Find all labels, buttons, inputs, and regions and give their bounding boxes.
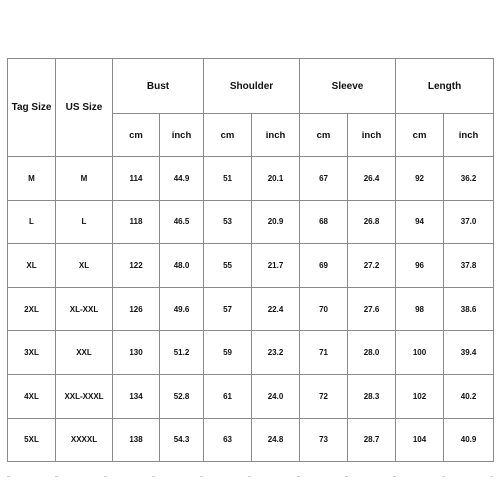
us-size-cell: XL (56, 244, 113, 288)
us-size-cell: XXL-XXXL (56, 374, 113, 418)
sleeve-inch-cell: 27.6 (348, 287, 396, 331)
sleeve-inch-cell: 27.2 (348, 244, 396, 288)
sleeve-cm-cell: 73 (300, 418, 348, 462)
tag-size-cell: 5XL (8, 418, 56, 462)
edge-mark (248, 476, 251, 477)
us-size-cell: XL-XXL (56, 287, 113, 331)
bust-inch-cell: 49.6 (160, 287, 204, 331)
bust-cm-cell: 118 (113, 200, 160, 244)
tag-size-cell: L (8, 200, 56, 244)
size-chart-table (7, 58, 494, 462)
sleeve-cm-cell: 69 (300, 244, 348, 288)
us-size-header: US Size (56, 59, 113, 157)
length-inch-header: inch (444, 114, 494, 157)
edge-mark (7, 476, 10, 477)
length-inch-cell: 38.6 (444, 287, 494, 331)
length-cm-cell: 98 (396, 287, 444, 331)
shoulder-inch-cell: 22.4 (252, 287, 300, 331)
sleeve-inch-cell: 28.7 (348, 418, 396, 462)
bust-cm-cell: 134 (113, 374, 160, 418)
table-row (8, 374, 494, 418)
sleeve-cm-cell: 67 (300, 157, 348, 201)
length-cm-header: cm (396, 114, 444, 157)
bust-cm-cell: 126 (113, 287, 160, 331)
length-inch-cell: 36.2 (444, 157, 494, 201)
length-inch-cell: 39.4 (444, 331, 494, 375)
shoulder-cm-cell: 55 (204, 244, 252, 288)
shoulder-cm-cell: 53 (204, 200, 252, 244)
tag-size-cell: 4XL (8, 374, 56, 418)
tag-size-header: Tag Size (8, 59, 56, 157)
table-row (8, 331, 494, 375)
shoulder-inch-cell: 24.0 (252, 374, 300, 418)
edge-mark (152, 476, 155, 477)
sleeve-inch-cell: 26.8 (348, 200, 396, 244)
bust-inch-header: inch (160, 114, 204, 157)
shoulder-inch-cell: 21.7 (252, 244, 300, 288)
bust-cm-cell: 114 (113, 157, 160, 201)
bust-cm-cell: 130 (113, 331, 160, 375)
sleeve-inch-cell: 28.3 (348, 374, 396, 418)
length-cm-cell: 104 (396, 418, 444, 462)
shoulder-cm-cell: 63 (204, 418, 252, 462)
sleeve-inch-cell: 28.0 (348, 331, 396, 375)
bust-inch-cell: 54.3 (160, 418, 204, 462)
sleeve-inch-header: inch (348, 114, 396, 157)
tag-size-cell: 3XL (8, 331, 56, 375)
bust-inch-cell: 48.0 (160, 244, 204, 288)
table-row (8, 418, 494, 462)
shoulder-cm-header: cm (204, 114, 252, 157)
edge-mark (297, 476, 300, 477)
length-inch-cell: 37.0 (444, 200, 494, 244)
tag-size-cell: M (8, 157, 56, 201)
bust-header: Bust (113, 59, 204, 114)
shoulder-cm-cell: 61 (204, 374, 252, 418)
us-size-cell: M (56, 157, 113, 201)
shoulder-inch-header: inch (252, 114, 300, 157)
bust-cm-cell: 122 (113, 244, 160, 288)
edge-mark (393, 476, 396, 477)
edge-mark (200, 476, 203, 477)
sleeve-cm-cell: 70 (300, 287, 348, 331)
table-row (8, 157, 494, 201)
edge-mark (104, 476, 107, 477)
length-inch-cell: 40.2 (444, 374, 494, 418)
bust-inch-cell: 44.9 (160, 157, 204, 201)
bust-cm-cell: 138 (113, 418, 160, 462)
tag-size-cell: XL (8, 244, 56, 288)
bust-inch-cell: 52.8 (160, 374, 204, 418)
shoulder-cm-cell: 59 (204, 331, 252, 375)
length-inch-cell: 40.9 (444, 418, 494, 462)
shoulder-inch-cell: 24.8 (252, 418, 300, 462)
edge-mark (345, 476, 348, 477)
shoulder-inch-cell: 20.9 (252, 200, 300, 244)
length-cm-cell: 94 (396, 200, 444, 244)
sleeve-cm-cell: 68 (300, 200, 348, 244)
bust-cm-header: cm (113, 114, 160, 157)
edge-mark (490, 476, 493, 477)
shoulder-inch-cell: 20.1 (252, 157, 300, 201)
length-cm-cell: 100 (396, 331, 444, 375)
edge-mark (442, 476, 445, 477)
shoulder-inch-cell: 23.2 (252, 331, 300, 375)
edge-mark (55, 476, 58, 477)
us-size-cell: XXXXL (56, 418, 113, 462)
bust-inch-cell: 46.5 (160, 200, 204, 244)
bust-inch-cell: 51.2 (160, 331, 204, 375)
us-size-cell: L (56, 200, 113, 244)
table-row (8, 200, 494, 244)
length-inch-cell: 37.8 (444, 244, 494, 288)
table-row (8, 287, 494, 331)
sleeve-cm-header: cm (300, 114, 348, 157)
bottom-edge-marks (7, 476, 493, 480)
shoulder-header: Shoulder (204, 59, 300, 114)
length-header: Length (396, 59, 494, 114)
sleeve-cm-cell: 72 (300, 374, 348, 418)
sleeve-cm-cell: 71 (300, 331, 348, 375)
us-size-cell: XXL (56, 331, 113, 375)
shoulder-cm-cell: 57 (204, 287, 252, 331)
table-row (8, 244, 494, 288)
length-cm-cell: 102 (396, 374, 444, 418)
sleeve-header: Sleeve (300, 59, 396, 114)
sleeve-inch-cell: 26.4 (348, 157, 396, 201)
length-cm-cell: 96 (396, 244, 444, 288)
length-cm-cell: 92 (396, 157, 444, 201)
shoulder-cm-cell: 51 (204, 157, 252, 201)
header-row-groups (8, 59, 494, 114)
tag-size-cell: 2XL (8, 287, 56, 331)
